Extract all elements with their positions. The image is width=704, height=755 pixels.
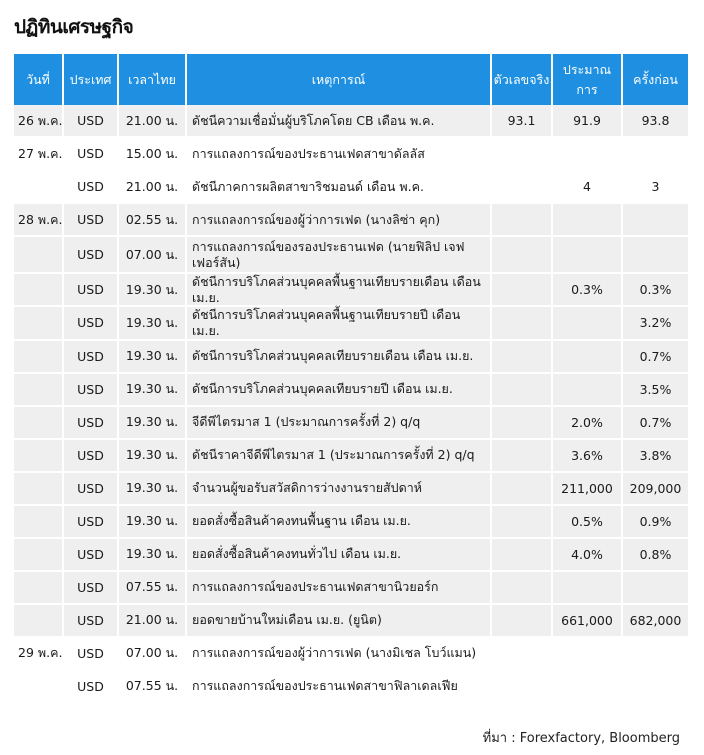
cell-forecast: 4.0% bbox=[553, 539, 623, 572]
cell-actual bbox=[492, 440, 553, 473]
cell-actual bbox=[492, 341, 553, 374]
cell-forecast bbox=[553, 671, 623, 704]
cell-forecast bbox=[553, 204, 623, 237]
cell-time: 19.30 น. bbox=[119, 341, 187, 374]
cell-country: USD bbox=[64, 341, 119, 374]
cell-date bbox=[14, 671, 64, 704]
cell-previous: 0.3% bbox=[623, 274, 688, 307]
cell-time: 07.55 น. bbox=[119, 572, 187, 605]
cell-previous: 0.8% bbox=[623, 539, 688, 572]
cell-date: 26 พ.ค. bbox=[14, 105, 64, 138]
economic-calendar-table bbox=[14, 54, 688, 704]
cell-actual bbox=[492, 671, 553, 704]
table-row bbox=[14, 171, 688, 204]
cell-country: USD bbox=[64, 473, 119, 506]
cell-country: USD bbox=[64, 138, 119, 171]
cell-forecast: 661,000 bbox=[553, 605, 623, 638]
cell-date bbox=[14, 572, 64, 605]
cell-event: ยอดสั่งซื้อสินค้าคงทนพื้นฐาน เดือน เม.ย. bbox=[187, 506, 492, 539]
cell-country: USD bbox=[64, 307, 119, 340]
cell-previous: 209,000 bbox=[623, 473, 688, 506]
cell-event: ดัชนีการบริโภคส่วนบุคคลเทียบรายเดือน เดือน เม.ย. bbox=[187, 341, 492, 374]
cell-time: 19.30 น. bbox=[119, 274, 187, 307]
cell-forecast: 0.3% bbox=[553, 274, 623, 307]
table-row bbox=[14, 307, 688, 340]
cell-event: การแถลงการณ์ของประธานเฟดสาขานิวยอร์ก bbox=[187, 572, 492, 605]
cell-actual: 93.1 bbox=[492, 105, 553, 138]
cell-actual bbox=[492, 638, 553, 671]
cell-time: 02.55 น. bbox=[119, 204, 187, 237]
cell-actual bbox=[492, 374, 553, 407]
cell-previous: 3.2% bbox=[623, 307, 688, 340]
table-row bbox=[14, 638, 688, 671]
table-row bbox=[14, 374, 688, 407]
cell-forecast bbox=[553, 638, 623, 671]
cell-forecast: 4 bbox=[553, 171, 623, 204]
cell-forecast: 91.9 bbox=[553, 105, 623, 138]
cell-time: 07.00 น. bbox=[119, 237, 187, 274]
cell-forecast bbox=[553, 138, 623, 171]
table-row bbox=[14, 440, 688, 473]
cell-actual bbox=[492, 307, 553, 340]
cell-time: 19.30 น. bbox=[119, 407, 187, 440]
table-row bbox=[14, 204, 688, 237]
cell-forecast bbox=[553, 341, 623, 374]
page-title: ปฏิทินเศรษฐกิจ bbox=[14, 16, 134, 38]
cell-forecast: 2.0% bbox=[553, 407, 623, 440]
cell-date bbox=[14, 341, 64, 374]
cell-previous bbox=[623, 572, 688, 605]
cell-time: 19.30 น. bbox=[119, 539, 187, 572]
cell-previous: 0.7% bbox=[623, 407, 688, 440]
table-row bbox=[14, 274, 688, 307]
cell-date bbox=[14, 274, 64, 307]
cell-actual bbox=[492, 138, 553, 171]
cell-event: จีดีพีไตรมาส 1 (ประมาณการครั้งที่ 2) q/q bbox=[187, 407, 492, 440]
cell-date bbox=[14, 307, 64, 340]
cell-event: การแถลงการณ์ของประธานเฟดสาขาดัลลัส bbox=[187, 138, 492, 171]
cell-country: USD bbox=[64, 506, 119, 539]
cell-country: USD bbox=[64, 274, 119, 307]
cell-event: การแถลงการณ์ของรองประธานเฟด (นายฟิลิป เจฟเฟอร์สัน) bbox=[187, 237, 492, 274]
cell-time: 19.30 น. bbox=[119, 506, 187, 539]
cell-actual bbox=[492, 473, 553, 506]
cell-event: ยอดขายบ้านใหม่เดือน เม.ย. (ยูนิต) bbox=[187, 605, 492, 638]
cell-actual bbox=[492, 506, 553, 539]
cell-previous bbox=[623, 671, 688, 704]
cell-previous: 682,000 bbox=[623, 605, 688, 638]
cell-date: 29 พ.ค. bbox=[14, 638, 64, 671]
cell-previous: 3.5% bbox=[623, 374, 688, 407]
cell-event: จำนวนผู้ขอรับสวัสดิการว่างงานรายสัปดาห์ bbox=[187, 473, 492, 506]
cell-date bbox=[14, 539, 64, 572]
cell-previous: 93.8 bbox=[623, 105, 688, 138]
cell-country: USD bbox=[64, 204, 119, 237]
cell-date bbox=[14, 407, 64, 440]
cell-forecast bbox=[553, 237, 623, 274]
cell-date bbox=[14, 506, 64, 539]
cell-country: USD bbox=[64, 407, 119, 440]
cell-country: USD bbox=[64, 638, 119, 671]
cell-time: 21.00 น. bbox=[119, 171, 187, 204]
cell-date bbox=[14, 440, 64, 473]
table-body bbox=[14, 105, 688, 704]
cell-country: USD bbox=[64, 440, 119, 473]
table-row bbox=[14, 407, 688, 440]
cell-time: 19.30 น. bbox=[119, 374, 187, 407]
table-row bbox=[14, 572, 688, 605]
header-forecast: ประมาณการ bbox=[553, 54, 623, 105]
cell-time: 07.00 น. bbox=[119, 638, 187, 671]
cell-country: USD bbox=[64, 374, 119, 407]
table-row bbox=[14, 138, 688, 171]
cell-event: การแถลงการณ์ของประธานเฟดสาขาฟิลาเดลเฟีย bbox=[187, 671, 492, 704]
cell-event: ดัชนีราคาจีดีพีไตรมาส 1 (ประมาณการครั้งที่ 2) q/q bbox=[187, 440, 492, 473]
cell-date bbox=[14, 374, 64, 407]
table-row bbox=[14, 473, 688, 506]
cell-country: USD bbox=[64, 237, 119, 274]
cell-event: การแถลงการณ์ของผู้ว่าการเฟด (นางลิซ่า คุก) bbox=[187, 204, 492, 237]
cell-actual bbox=[492, 274, 553, 307]
header-actual: ตัวเลขจริง bbox=[492, 54, 553, 105]
cell-time: 21.00 น. bbox=[119, 605, 187, 638]
cell-forecast bbox=[553, 374, 623, 407]
cell-actual bbox=[492, 605, 553, 638]
cell-forecast: 3.6% bbox=[553, 440, 623, 473]
cell-time: 19.30 น. bbox=[119, 307, 187, 340]
cell-previous bbox=[623, 638, 688, 671]
cell-time: 15.00 น. bbox=[119, 138, 187, 171]
cell-date bbox=[14, 171, 64, 204]
cell-time: 19.30 น. bbox=[119, 440, 187, 473]
cell-actual bbox=[492, 572, 553, 605]
cell-event: ดัชนีการบริโภคส่วนบุคคลพื้นฐานเทียบรายเดือน เดือน เม.ย. bbox=[187, 274, 492, 307]
cell-date bbox=[14, 605, 64, 638]
cell-date: 28 พ.ค. bbox=[14, 204, 64, 237]
header-time: เวลาไทย bbox=[119, 54, 187, 105]
cell-forecast: 211,000 bbox=[553, 473, 623, 506]
cell-country: USD bbox=[64, 572, 119, 605]
cell-country: USD bbox=[64, 539, 119, 572]
cell-previous: 0.7% bbox=[623, 341, 688, 374]
cell-event: ดัชนีความเชื่อมั่นผู้บริโภคโดย CB เดือน พ.ค. bbox=[187, 105, 492, 138]
cell-previous: 3.8% bbox=[623, 440, 688, 473]
table-row bbox=[14, 506, 688, 539]
header-event: เหตุการณ์ bbox=[187, 54, 492, 105]
cell-forecast: 0.5% bbox=[553, 506, 623, 539]
cell-previous bbox=[623, 204, 688, 237]
cell-actual bbox=[492, 171, 553, 204]
source-note: ที่มา : Forexfactory, Bloomberg bbox=[482, 731, 680, 746]
cell-actual bbox=[492, 539, 553, 572]
cell-event: ยอดสั่งซื้อสินค้าคงทนทั่วไป เดือน เม.ย. bbox=[187, 539, 492, 572]
cell-actual bbox=[492, 237, 553, 274]
cell-event: การแถลงการณ์ของผู้ว่าการเฟด (นางมิเชล โบว์แมน) bbox=[187, 638, 492, 671]
cell-time: 07.55 น. bbox=[119, 671, 187, 704]
cell-actual bbox=[492, 204, 553, 237]
table-row bbox=[14, 605, 688, 638]
cell-previous bbox=[623, 237, 688, 274]
cell-event: ดัชนีการบริโภคส่วนบุคคลเทียบรายปี เดือน เม.ย. bbox=[187, 374, 492, 407]
cell-forecast bbox=[553, 572, 623, 605]
cell-forecast bbox=[553, 307, 623, 340]
cell-country: USD bbox=[64, 671, 119, 704]
table-row bbox=[14, 341, 688, 374]
header-previous: ครั้งก่อน bbox=[623, 54, 688, 105]
cell-actual bbox=[492, 407, 553, 440]
cell-date bbox=[14, 237, 64, 274]
cell-time: 21.00 น. bbox=[119, 105, 187, 138]
table-header-row bbox=[14, 54, 688, 105]
header-country: ประเทศ bbox=[64, 54, 119, 105]
cell-date: 27 พ.ค. bbox=[14, 138, 64, 171]
cell-event: ดัชนีการบริโภคส่วนบุคคลพื้นฐานเทียบรายปี เดือน เม.ย. bbox=[187, 307, 492, 340]
table-row bbox=[14, 539, 688, 572]
cell-country: USD bbox=[64, 605, 119, 638]
cell-country: USD bbox=[64, 171, 119, 204]
cell-previous bbox=[623, 138, 688, 171]
cell-date bbox=[14, 473, 64, 506]
table-row bbox=[14, 671, 688, 704]
cell-event: ดัชนีภาคการผลิตสาขาริชมอนด์ เดือน พ.ค. bbox=[187, 171, 492, 204]
header-date: วันที่ bbox=[14, 54, 64, 105]
cell-time: 19.30 น. bbox=[119, 473, 187, 506]
cell-previous: 0.9% bbox=[623, 506, 688, 539]
table-row bbox=[14, 105, 688, 138]
cell-country: USD bbox=[64, 105, 119, 138]
cell-previous: 3 bbox=[623, 171, 688, 204]
table-row bbox=[14, 237, 688, 274]
